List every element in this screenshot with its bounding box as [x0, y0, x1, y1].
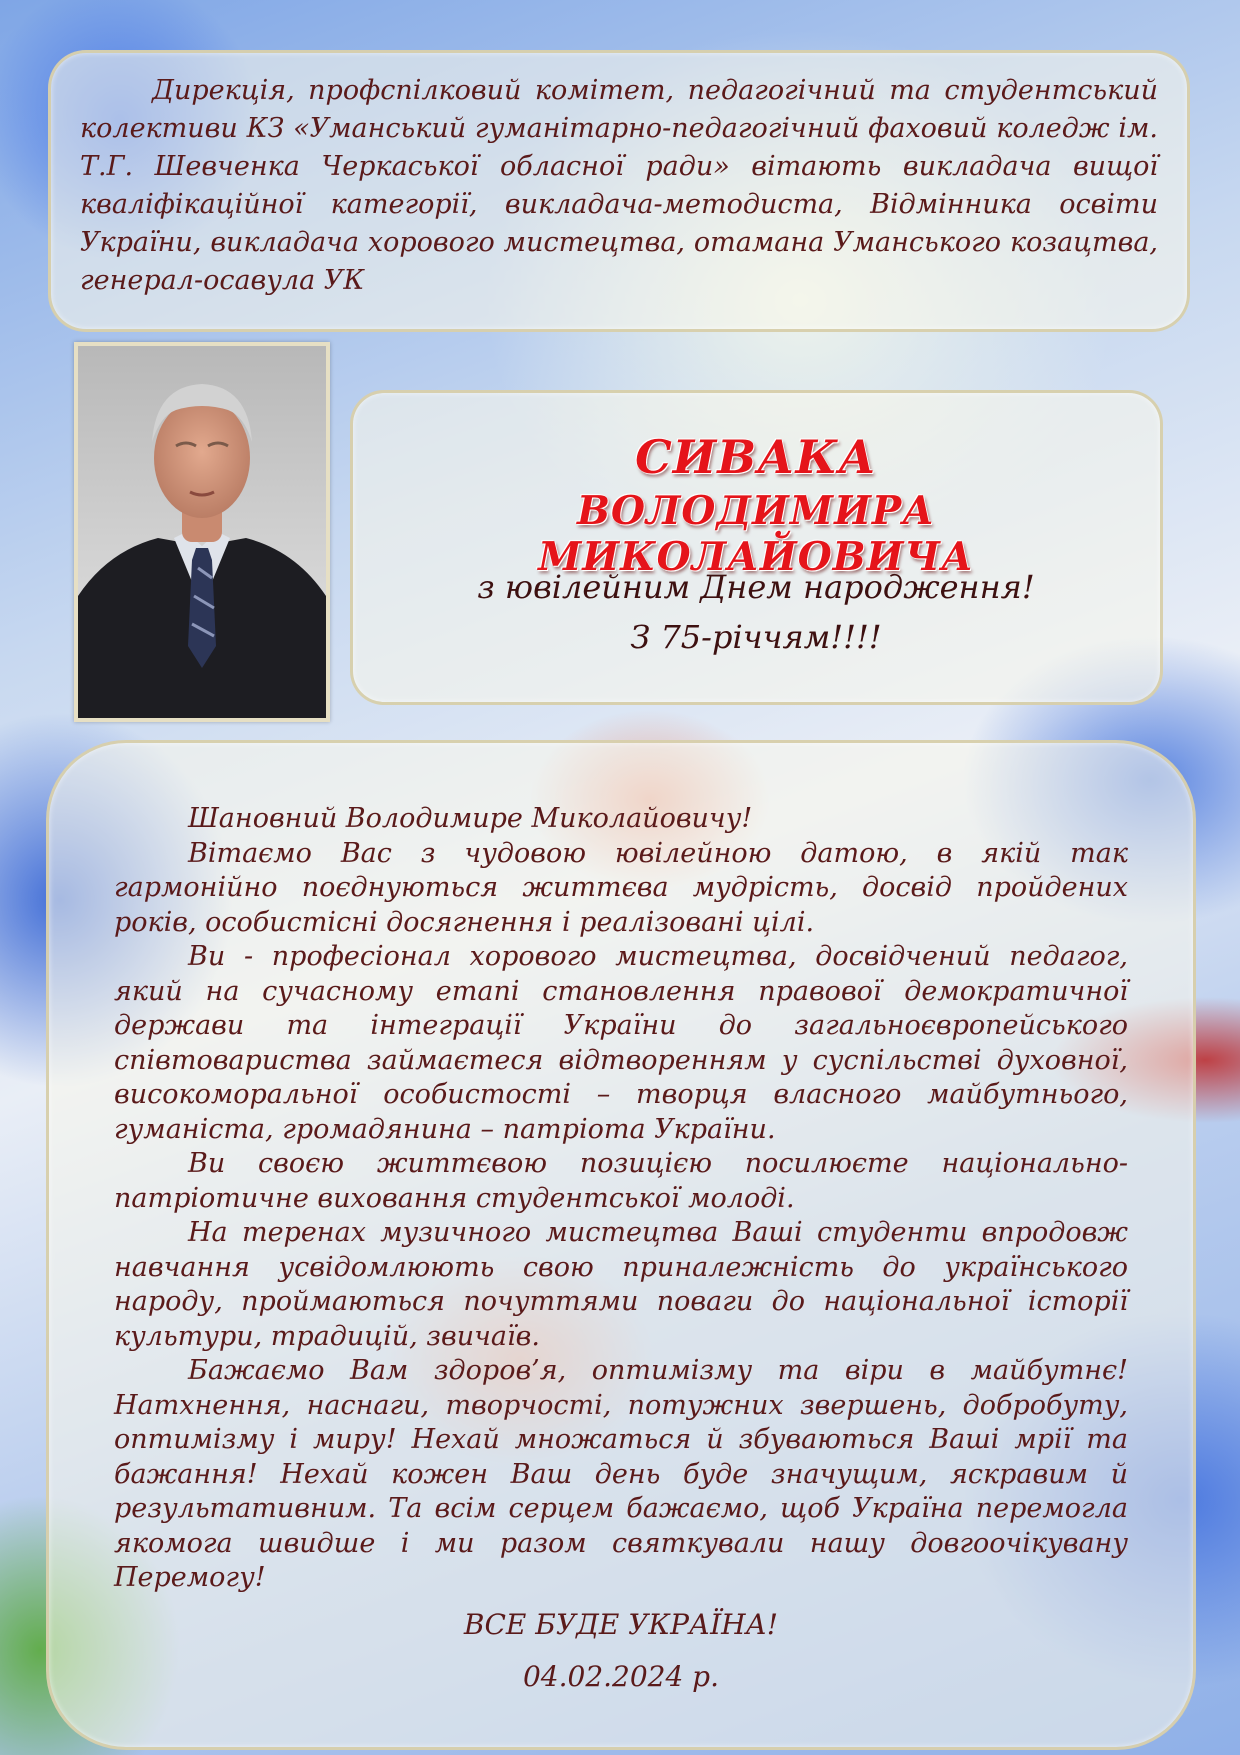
header-text: Дирекція, профспілковий комітет, педагогічний та студентський колективи КЗ «Уманський гуманітарно-педагогічний фаховий коледж ім. Т.Г. Шевченка Черкаської обласної ради» вітають викладача вищої кваліфікаційної категорії, викладача-методиста, Відмінника освіти України, викладача хорового мистецтва, отамана Уманського козацтва, генерал-осавула УК — [80, 75, 1158, 296]
honoree-surname: СИВАКА — [635, 430, 877, 484]
portrait-photo — [74, 342, 330, 722]
birthday-greeting: з ювілейним Днем народження! — [477, 568, 1035, 606]
letter-body — [114, 802, 1128, 1596]
letter-salutation: Шановний Володимире Миколайовичу! — [188, 803, 753, 834]
letter-paragraph: Ви - професіонал хорового мистецтва, досвідчений педагог, який на сучасному етапі становлення правової демократичної держави та інтеграції України до загальноєвропейського співтовариства займаєтеся відтворенням у суспільстві духовної, високоморальної особистості – творця власного майбутнього, гуманіста, громадянина – патріота України. — [114, 941, 1128, 1145]
anniversary-greeting: З 75-річчям!!!! — [630, 618, 882, 656]
date: 04.02.2024 р. — [522, 1660, 720, 1693]
letter-paragraph: На теренах музичного мистецтва Ваші студенти впродовж навчання усвідомлюють свою приналежність до українського народу, проймаються почуттями поваги до національної історії культури, традицій, звичаїв. — [114, 1217, 1128, 1352]
letter-paragraph: Бажаємо Вам здоров’я, оптимізму та віри в майбутнє! Натхнення, наснаги, творчості, потужних звершень, добробуту, оптимізму і миру! Нехай множаться й збуваються Ваші мрії та бажання! Нехай кожен Ваш день буде значущим, яскравим й результативним. Та всім серцем бажаємо, щоб Україна перемогла якомога швидше і ми разом святкували нашу довгоочікувану Перемогу! — [114, 1355, 1128, 1593]
motto: ВСЕ БУДЕ УКРАЇНА! — [463, 1608, 779, 1641]
letter-paragraph: Ви своєю життєвою позицією посилюєте національно-патріотичне виховання студентської молоді. — [114, 1148, 1128, 1214]
letter-paragraph: Вітаємо Вас з чудовою ювілейною датою, в якій так гармонійно поєднуються життєва мудрість, досвід пройдених років, особистісні досягнення і реалізовані цілі. — [114, 837, 1128, 938]
honoree-given-names: ВОЛОДИМИРА МИКОЛАЙОВИЧА — [538, 488, 974, 580]
